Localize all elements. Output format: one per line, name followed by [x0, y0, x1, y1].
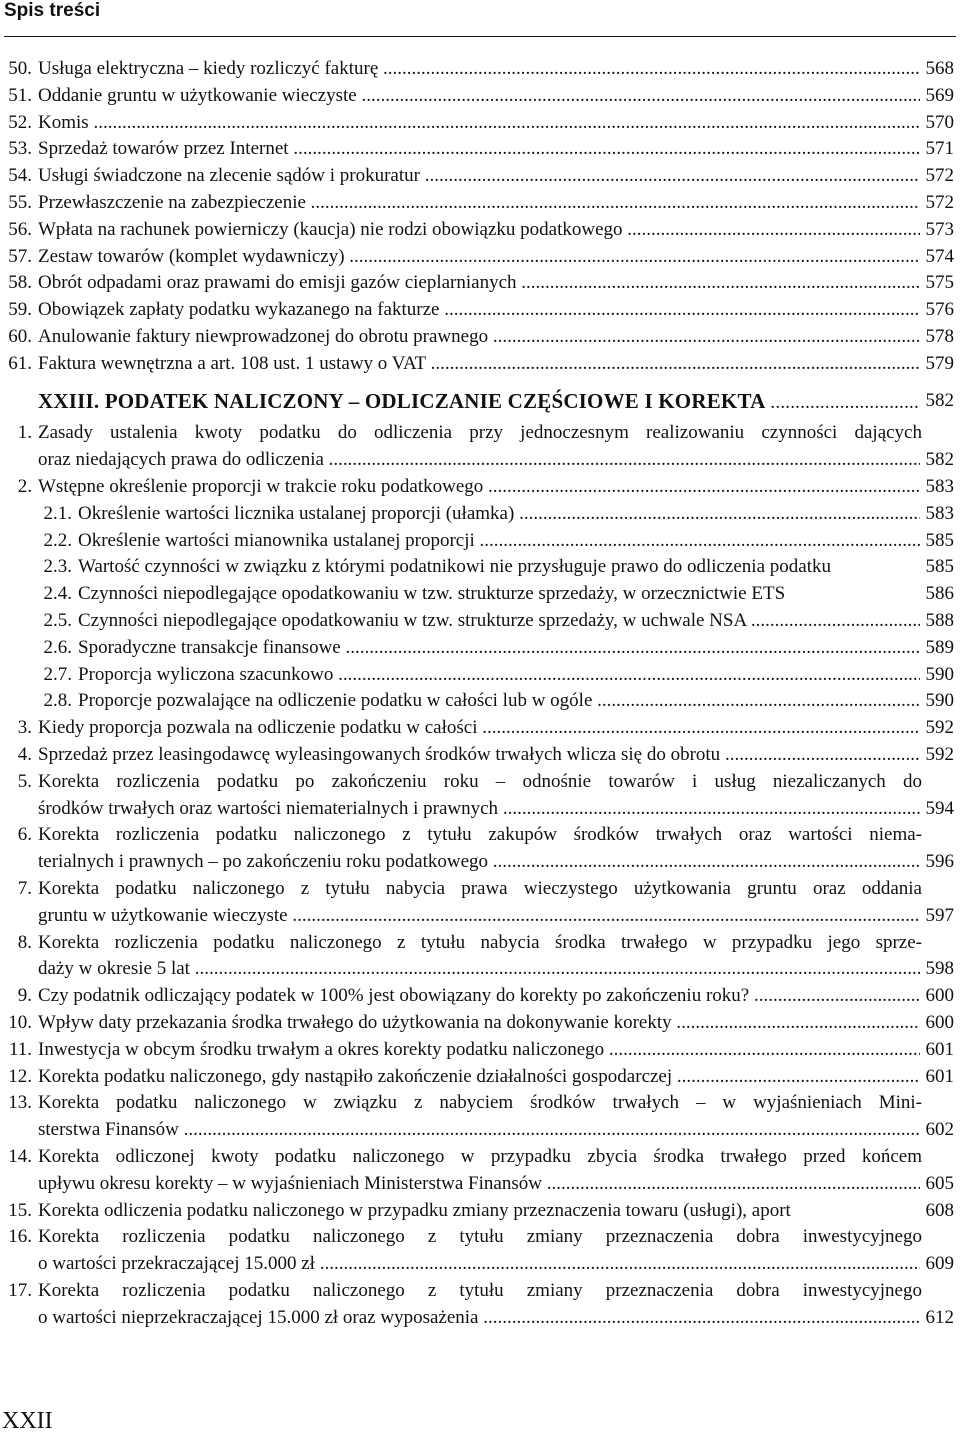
toc-entry-title-line: Obrót odpadami oraz prawami do emisji gazów cieplarnianych .....	[38, 272, 922, 293]
toc-entry-title-line: Oddanie gruntu w użytkowanie wieczyste .....	[38, 85, 922, 106]
toc-entry-number: 2.6.	[43, 636, 72, 658]
toc-entry-title	[38, 1010, 922, 1037]
toc-entry-number: 55.	[8, 192, 32, 213]
toc-entry[interactable]	[0, 822, 960, 876]
toc-entry-page: 582	[920, 447, 954, 474]
toc-entry-title	[38, 297, 922, 324]
toc-entry-title	[38, 163, 922, 190]
toc-entry-page: 602	[920, 1117, 954, 1144]
toc-entry-title	[38, 190, 922, 217]
toc-entry-title-line: Korekta odliczenia podatku naliczonego w przypadku zmiany przeznaczenia towaru (usługi), aport	[38, 1199, 791, 1221]
header-title: Spis treści	[4, 0, 101, 21]
toc-entry[interactable]	[0, 501, 960, 528]
toc-entry-title-line: Obowiązek zapłaty podatku wykazanego na fakturze .....	[38, 299, 922, 320]
toc-entry-title-line: Zasady ustalenia kwoty podatku do odliczenia przy jednoczesnym realizowaniu czynności dających	[38, 422, 922, 444]
toc-entry-title	[38, 930, 922, 957]
toc-entry-title-line: Czy podatnik odliczający podatek w 100% jest obowiązany do korekty po zakończeniu roku? .....	[38, 985, 922, 1006]
chapter-page: 582	[926, 388, 955, 415]
toc-entry-number: 9.	[17, 985, 32, 1007]
toc-entry-title	[38, 742, 922, 769]
toc-entry-title-line: terialnych i prawnych – po zakończeniu roku podatkowego .....	[38, 851, 922, 872]
toc-entry-page: 601	[920, 1037, 954, 1064]
toc-entry[interactable]	[0, 190, 960, 217]
toc-entry-number: 59.	[8, 299, 32, 321]
toc-entry[interactable]	[0, 1010, 960, 1037]
toc-entry-title-line: Sporadyczne transakcje finansowe .....	[78, 637, 922, 658]
toc-entry-number: 56.	[8, 218, 32, 240]
toc-entry-number: 2.1.	[43, 502, 72, 524]
toc-entry-number: 2.3.	[43, 556, 72, 578]
toc-entry-title-line: Określenie wartości licznika ustalanej proporcji (ułamka) .....	[78, 503, 922, 524]
toc-entry-page: 597	[920, 903, 954, 930]
toc-entry[interactable]	[0, 56, 960, 83]
toc-entry-number: 13.	[8, 1092, 32, 1114]
toc-entry-title-line: Korekta rozliczenia podatku naliczonego z tytułu zmiany przeznaczenia dobra inwestycyjnego	[38, 1280, 922, 1301]
toc-entry-page: 588	[920, 608, 954, 635]
toc-entry-title	[38, 1090, 922, 1117]
toc-entry-title	[78, 528, 922, 555]
toc-entry-page: 570	[920, 110, 954, 137]
toc-entry-title	[38, 324, 922, 351]
toc-entry-title-line: upływu okresu korekty – w wyjaśnieniach Ministerstwa Finansów .....	[38, 1173, 922, 1194]
toc-entry-page: 592	[920, 715, 954, 742]
toc-entry-title-line: Sprzedaż przez leasingodawcę wyleasingowanych środków trwałych wlicza się do obrotu .....	[38, 744, 922, 765]
toc-entry-title	[38, 1117, 922, 1144]
toc-entry-title-line: Proporcje pozwalające na odliczenie podatku w całości lub w ogóle .....	[78, 690, 922, 711]
toc-entry[interactable]	[0, 324, 960, 351]
toc-entry-title	[78, 635, 922, 662]
toc-entry[interactable]	[0, 608, 960, 635]
toc-entry-number: 8.	[17, 931, 32, 953]
toc-entry-title	[78, 501, 922, 528]
toc-entry-page: 579	[920, 351, 954, 378]
toc-entry-title-line: Inwestycja w obcym środku trwałym a okres korekty podatku naliczonego .....	[38, 1039, 922, 1060]
toc-entry[interactable]	[0, 1278, 960, 1332]
toc-entry-title-line: Usługa elektryczna – kiedy rozliczyć fakturę .....	[38, 58, 922, 79]
toc-entry-page: 590	[920, 688, 954, 715]
toc-entry-number: 15.	[8, 1199, 32, 1221]
toc-entry-title	[38, 1064, 922, 1091]
toc-entry-title-line: Wartość czynności w związku z którymi podatnikowi nie przysługuje prawo do odliczenia podatku	[78, 556, 831, 578]
toc-entry-title	[38, 351, 922, 378]
toc-entry-page: 601	[920, 1064, 954, 1091]
toc-entry[interactable]	[0, 1090, 960, 1144]
toc-entry-title-line: Faktura wewnętrzna a art. 108 ust. 1 ustawy o VAT .....	[38, 353, 922, 374]
toc-entry-title-line: Korekta podatku naliczonego, gdy nastąpiło zakończenie działalności gospodarczej .....	[38, 1066, 922, 1087]
toc-entry-page: 589	[920, 635, 954, 662]
toc-entry-page: 574	[920, 244, 954, 271]
toc-entry-number: 2.8.	[43, 690, 72, 712]
toc-entry-page: 576	[920, 297, 954, 324]
toc-entry-title	[38, 1305, 922, 1332]
chapter-title-text: XXIII. PODATEK NALICZONY – ODLICZANIE CZĘŚCIOWE I KOREKTA	[38, 388, 766, 413]
toc-entry-title-line: Korekta rozliczenia podatku naliczonego z tytułu zmiany przeznaczenia dobra inwestycyjnego	[38, 1226, 922, 1248]
toc-entry-number: 2.4.	[43, 583, 72, 605]
toc-entry-title-line: Korekta rozliczenia podatku naliczonego z tytułu nabycia środka trwałego w przypadku jego sprze-	[38, 931, 922, 953]
toc-entry-title-line: Korekta rozliczenia podatku naliczonego z tytułu zakupów środków trwałych oraz wartości niema-	[38, 824, 922, 846]
toc-entry-page: 578	[920, 324, 954, 351]
footer-page-number: XXII	[2, 1408, 53, 1434]
toc-entry-title	[38, 217, 922, 244]
toc-entry-title-line: Sprzedaż towarów przez Internet .....	[38, 138, 922, 159]
toc-entry[interactable]	[0, 769, 960, 823]
toc-entry[interactable]	[0, 244, 960, 271]
toc-entry-page: 590	[920, 662, 954, 689]
toc-entry[interactable]	[0, 983, 960, 1010]
toc-entry-title-line: środków trwałych oraz wartości niematerialnych i prawnych .....	[38, 798, 922, 819]
toc-entry[interactable]	[0, 297, 960, 324]
toc-entry-title-line: Usługi świadczone na zlecenie sądów i prokuratur .....	[38, 165, 922, 186]
toc-entry-title-line: Określenie wartości mianownika ustalanej proporcji .....	[78, 530, 922, 551]
toc-entry-title-line: Korekta rozliczenia podatku po zakończeniu roku – odnośnie towarów i usług niezaliczanych do	[38, 770, 922, 792]
toc-entry-number: 2.	[17, 476, 32, 497]
toc-entry-number: 7.	[17, 878, 32, 899]
toc-entry-page: 586	[920, 581, 954, 608]
toc-entry-page: 569	[920, 83, 954, 110]
toc-entry-title	[38, 56, 922, 83]
toc-entry[interactable]	[0, 581, 960, 608]
toc-entry-page: 600	[920, 983, 954, 1010]
toc-entry-page: 612	[920, 1305, 954, 1332]
toc-entry-number: 2.5.	[43, 610, 72, 631]
toc-entry-page: 594	[920, 796, 954, 823]
toc-entry-title	[38, 83, 922, 110]
toc-entry-title-line: Komis .....	[38, 112, 922, 133]
toc-entry-title	[38, 1171, 922, 1198]
toc-entry-title-line: Kiedy proporcja pozwala na odliczenie podatku w całości .....	[38, 717, 922, 738]
toc-entry-title	[38, 420, 922, 447]
toc-entry[interactable]	[0, 83, 960, 110]
toc-entry[interactable]	[0, 662, 960, 689]
toc-entry-title	[38, 1224, 922, 1251]
toc-entry-title	[38, 474, 922, 501]
toc-entry[interactable]	[0, 420, 960, 474]
toc-entry-title	[38, 903, 922, 930]
toc-entry-page: 598	[920, 956, 954, 983]
toc-entry-page: 583	[920, 501, 954, 528]
toc-entry-title-line: Przewłaszczenie na zabezpieczenie .....	[38, 192, 922, 213]
toc-entry-title-line: Czynności niepodlegające opodatkowaniu w tzw. strukturze sprzedaży, w orzecznictwie ETS	[78, 583, 786, 605]
toc-entry-number: 52.	[8, 111, 32, 133]
toc-entry-title	[38, 796, 922, 823]
toc-entry-title-line: o wartości nieprzekraczającej 15.000 zł oraz wyposażenia .....	[38, 1307, 922, 1328]
toc-entry-title-line: Korekta podatku naliczonego z tytułu nabycia prawa wieczystego użytkowania gruntu oraz oddania	[38, 878, 922, 899]
toc-entry-number: 16.	[8, 1226, 32, 1248]
toc-entry-title-line: Wstępne określenie proporcji w trakcie roku podatkowego .....	[38, 476, 922, 497]
toc-entry-number: 57.	[8, 245, 32, 267]
toc-entry-title	[38, 1144, 922, 1171]
toc-entry-title-line: Korekta odliczonej kwoty podatku naliczonego w przypadku zbycia środka trwałego przed końcem	[38, 1146, 922, 1167]
toc-entry-number: 10.	[8, 1012, 32, 1033]
toc-entry-page: 609	[920, 1251, 954, 1278]
toc-entry-number: 51.	[8, 84, 32, 106]
toc-entry-number: 3.	[17, 717, 32, 739]
toc-entry-page: 572	[920, 190, 954, 217]
toc-entry-title	[38, 983, 922, 1010]
chapter-heading[interactable]	[0, 388, 960, 415]
toc-entry-page: 568	[920, 56, 954, 83]
toc-entry-title-line: o wartości przekraczającej 15.000 zł .....	[38, 1253, 922, 1274]
toc-entry[interactable]	[0, 1037, 960, 1064]
toc-entry[interactable]	[0, 554, 960, 581]
toc-entry-number: 54.	[8, 165, 32, 187]
toc-entry-number: 11.	[8, 1038, 32, 1060]
toc-entry-number: 12.	[8, 1065, 32, 1087]
toc-entry[interactable]	[0, 110, 960, 137]
toc-entry-title	[38, 769, 922, 796]
toc-entry-number: 58.	[8, 272, 32, 294]
toc-entry-page: 571	[920, 136, 954, 163]
toc-entry-number: 17.	[8, 1280, 32, 1301]
toc-entry-title	[38, 110, 922, 137]
toc-entry[interactable]	[0, 1198, 960, 1225]
chapter-title	[38, 388, 920, 417]
toc-entry[interactable]	[0, 351, 960, 378]
toc-entry-number: 4.	[17, 744, 32, 765]
toc-entry-page: 596	[920, 849, 954, 876]
toc-entry-number: 2.7.	[43, 663, 72, 685]
toc-entry-title-line: daży w okresie 5 lat .....	[38, 958, 922, 979]
toc-entry[interactable]	[0, 163, 960, 190]
toc-entry-title	[38, 1198, 922, 1225]
toc-entry-number: 1.	[17, 422, 32, 444]
toc-entry-page: 585	[920, 528, 954, 555]
toc-entry[interactable]	[0, 270, 960, 297]
toc-entry-title	[38, 244, 922, 271]
toc-entry[interactable]	[0, 635, 960, 662]
toc-entry-title	[38, 1251, 922, 1278]
toc-entry-title	[78, 554, 922, 581]
toc-entry[interactable]	[0, 930, 960, 984]
toc-entry-title	[38, 1037, 922, 1064]
toc-entry-title	[38, 447, 922, 474]
toc-entry[interactable]	[0, 528, 960, 555]
toc-entry-title	[38, 1278, 922, 1305]
toc-entry-number: 5.	[17, 770, 32, 792]
toc-entry-title	[38, 715, 922, 742]
toc-entry-title-line: oraz niedających prawa do odliczenia .....	[38, 449, 922, 470]
toc-entry[interactable]	[0, 715, 960, 742]
toc-entry-title-line: Wpływ daty przekazania środka trwałego do użytkowania na dokonywanie korekty .....	[38, 1012, 922, 1033]
toc-entry-title	[38, 822, 922, 849]
toc-entry-title	[38, 876, 922, 903]
toc-entry-title-line: Wpłata na rachunek powierniczy (kaucja) nie rodzi obowiązku podatkowego .....	[38, 219, 922, 240]
toc-entry-page: 583	[920, 474, 954, 501]
toc-entry-number: 60.	[8, 326, 32, 347]
toc-entry-page: 585	[920, 554, 954, 581]
toc-entry-title	[38, 270, 922, 297]
toc-entry-title-line: Proporcja wyliczona szacunkowo .....	[78, 664, 922, 685]
toc-entry-title-line: sterstwa Finansów .....	[38, 1119, 922, 1140]
toc-entry-page: 608	[920, 1198, 954, 1225]
toc-entry[interactable]	[0, 1224, 960, 1278]
toc-entry[interactable]	[0, 217, 960, 244]
toc-entry-title	[78, 581, 922, 608]
toc-entry-title	[78, 608, 922, 635]
toc-entry-page: 573	[920, 217, 954, 244]
toc-entry-page: 572	[920, 163, 954, 190]
toc-entry-page: 575	[920, 270, 954, 297]
toc-entry[interactable]	[0, 688, 960, 715]
toc-entry-title-line: Anulowanie faktury niewprowadzonej do obrotu prawnego .....	[38, 326, 922, 347]
toc-entry-number: 61.	[8, 352, 32, 374]
toc-entry[interactable]	[0, 136, 960, 163]
toc-entry-title	[78, 662, 922, 689]
toc-entry[interactable]	[0, 1144, 960, 1198]
toc-entry[interactable]	[0, 876, 960, 930]
toc-entry-page: 605	[920, 1171, 954, 1198]
toc-entry-title-line: gruntu w użytkowanie wieczyste .....	[38, 905, 922, 926]
toc-entry-title	[38, 956, 922, 983]
toc-entry-title-line: Czynności niepodlegające opodatkowaniu w tzw. strukturze sprzedaży, w uchwale NSA .....	[78, 610, 922, 631]
toc-entry-title-line: Zestaw towarów (komplet wydawniczy) .....	[38, 246, 922, 267]
toc-entry-page: 592	[920, 742, 954, 769]
toc-entry-title	[38, 136, 922, 163]
toc-entry-number: 53.	[8, 138, 32, 160]
toc-entry-number: 6.	[17, 824, 32, 846]
toc-entry-number: 14.	[8, 1146, 32, 1167]
toc-entry-number: 2.2.	[43, 529, 72, 551]
chapter-leader-dots	[765, 392, 920, 413]
toc-entry-title-line: Korekta podatku naliczonego w związku z nabyciem środków trwałych – w wyjaśnieniach Mini-	[38, 1092, 922, 1114]
toc-entry[interactable]	[0, 1064, 960, 1091]
toc-entry-number: 50.	[8, 58, 32, 79]
toc-entry[interactable]	[0, 474, 960, 501]
toc-entry-title	[78, 688, 922, 715]
toc-entry-title	[38, 849, 922, 876]
toc-entry-page: 600	[920, 1010, 954, 1037]
toc-entry[interactable]	[0, 742, 960, 769]
